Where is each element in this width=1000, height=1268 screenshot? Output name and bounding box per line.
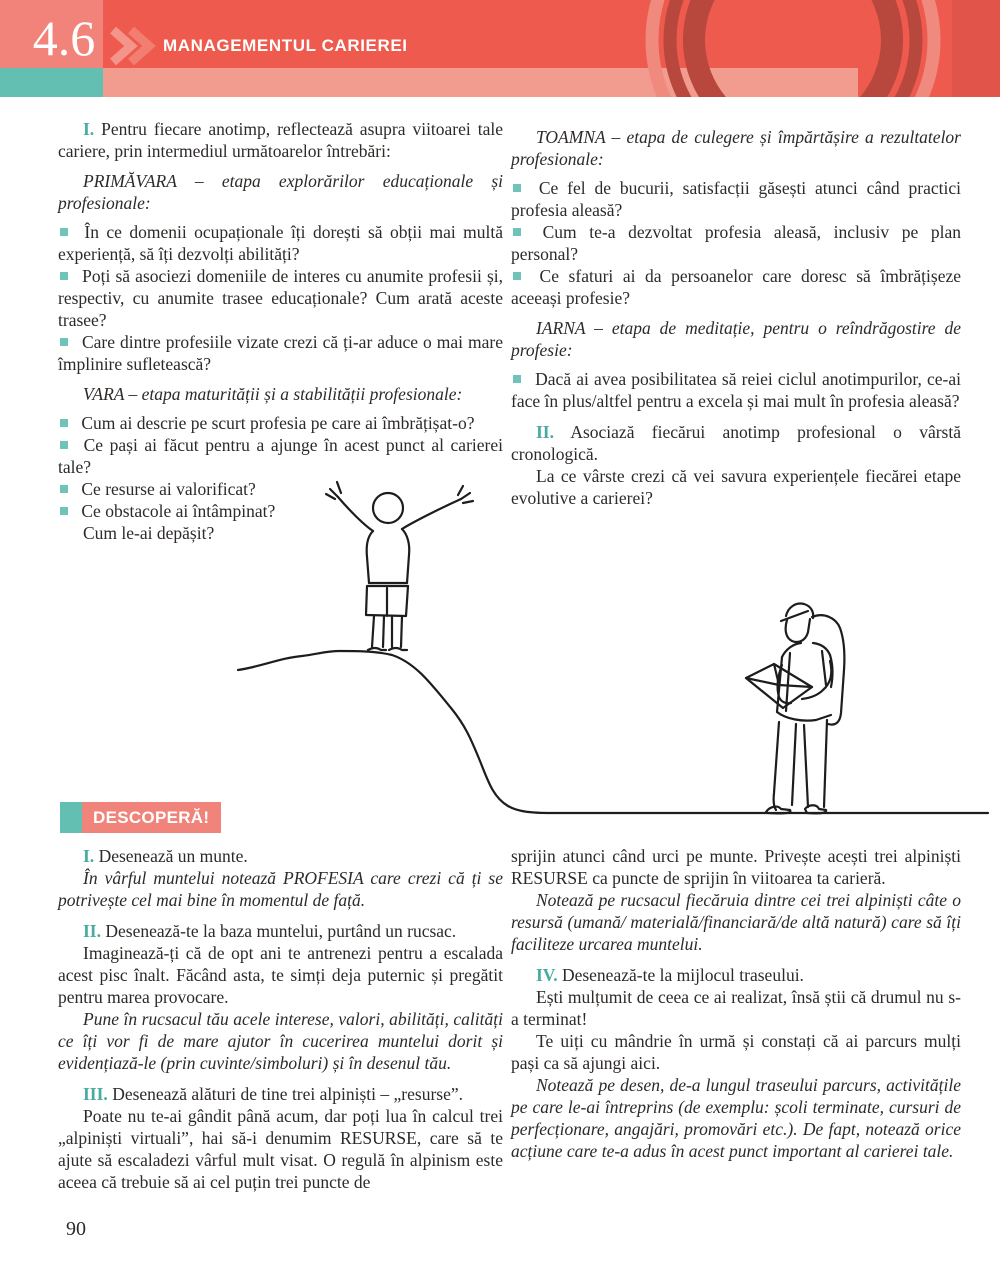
bullet-square-icon bbox=[60, 507, 68, 515]
roman-numeral: II. bbox=[536, 422, 554, 442]
chapter-header bbox=[0, 0, 1000, 97]
bullet-square-icon bbox=[513, 184, 521, 192]
badge-teal-square bbox=[60, 802, 82, 833]
roman-numeral: II. bbox=[83, 921, 101, 941]
bullet-item: Cum te-a dezvoltat profesia aleasă, inclusiv pe plan personal? bbox=[511, 222, 961, 264]
paragraph: IV. Desenează-te la mijlocul traseului. bbox=[536, 965, 804, 985]
paragraph: III. Desenează alături de tine trei alpiniști – „resurse”. bbox=[83, 1084, 463, 1104]
header-decoration bbox=[0, 0, 1000, 97]
bullet-item: Ce sfaturi ai da persoanelor care doresc să îmbrățișeze aceeași profesie? bbox=[511, 266, 961, 308]
paragraph: Pune în rucsacul tău acele interese, valori, abilități, calități ce îți vor fi de mare ajutor în cucerirea muntelui dorit și evidențiază-le (prin cuvinte/simboluri) și în desenul tău. bbox=[58, 1009, 503, 1073]
hill-line bbox=[238, 651, 988, 813]
bullet-item: Ce resurse ai valorificat? bbox=[58, 478, 503, 500]
bullet-square-icon bbox=[60, 228, 68, 236]
column-left-top bbox=[58, 118, 503, 544]
paragraph: Notează pe rucsacul fiecăruia dintre cei trei alpiniști câte o resursă (umană/ materială/financiară/de altă natură) care să îți faciliteze urcarea muntelui. bbox=[511, 890, 961, 954]
paragraph: Te uiți cu mândrie în urmă și constați că ai parcurs mulți pași ca să ajungi aici. bbox=[511, 1031, 961, 1073]
season-heading: TOAMNA – etapa de culegere și împărtășire a rezultatelor profesionale: bbox=[511, 127, 961, 169]
paragraph: Poate nu te-ai gândit până acum, dar poți lua în calcul trei „alpiniști virtuali”, hai să-i denumim RESURSE, care să te ajute să escaladezi vârful mult visat. O regulă în alpinism este aceea că trebuie să ai cel puțin trei puncte de bbox=[58, 1106, 503, 1192]
bullet-square-icon bbox=[60, 272, 68, 280]
paragraph: La ce vârste crezi că vei savura experiențele fiecărei etape evolutive a carierei? bbox=[511, 466, 961, 508]
section-number: 4.6 bbox=[32, 10, 96, 66]
paragraph: II. Desenează-te la baza muntelui, purtând un rucsac. bbox=[83, 921, 457, 941]
bullet-item: Ce fel de bucurii, satisfacții găsești atunci când practici profesia aleasă? bbox=[511, 178, 961, 220]
bullet-item: Dacă ai avea posibilitatea să reiei ciclul anotimpurilor, ce-ai face în plus/altfel pentru a excela și mai mult în profesia aleasă? bbox=[511, 369, 961, 411]
bullet-square-icon bbox=[60, 441, 68, 449]
column-left-bottom bbox=[58, 845, 503, 1193]
season-heading: IARNA – etapa de meditație, pentru o reîndrăgostire de profesie: bbox=[511, 318, 961, 360]
bullet-square-icon bbox=[513, 375, 521, 383]
paragraph: Cum le-ai depășit? bbox=[83, 523, 215, 543]
bullet-square-icon bbox=[60, 338, 68, 346]
bullet-item: Ce obstacole ai întâmpinat? bbox=[58, 500, 503, 522]
roman-numeral: III. bbox=[83, 1084, 108, 1104]
bullet-square-icon bbox=[60, 419, 68, 427]
bullet-item: Poți să asociezi domeniile de interes cu anumite profesii și, respectiv, cu anumite trasee educaționale? Cum arată aceste trasee? bbox=[58, 266, 503, 330]
discover-badge bbox=[60, 802, 221, 833]
roman-numeral: I. bbox=[83, 846, 95, 866]
bullet-square-icon bbox=[60, 485, 68, 493]
page-title: MANAGEMENTUL CARIEREI bbox=[163, 36, 408, 55]
badge-label: DESCOPERĂ! bbox=[82, 802, 221, 833]
column-right-bottom bbox=[511, 845, 961, 1162]
hiker-with-map-drawing bbox=[746, 604, 844, 814]
page-number: 90 bbox=[66, 1218, 86, 1240]
bullet-item: Care dintre profesiile vizate crezi că ți-ar aduce o mai mare împlinire sufletească? bbox=[58, 332, 503, 374]
paragraph: II. Asociază fiecărui anotimp profesional o vârstă cronologică. bbox=[511, 422, 961, 464]
bullet-square-icon bbox=[513, 272, 521, 280]
roman-numeral: IV. bbox=[536, 965, 558, 985]
season-heading: PRIMĂVARA – etapa explorărilor educaționale și profesionale: bbox=[58, 171, 503, 213]
season-heading: VARA – etapa maturității și a stabilității profesionale: bbox=[83, 384, 463, 404]
column-right-top bbox=[511, 118, 961, 509]
paragraph: I. Desenează un munte. bbox=[83, 846, 248, 866]
paragraph: Imaginează-ți că de opt ani te antrenezi pentru a escalada acest pisc înalt. Făcând asta, te simți deja puternic și pregătit pentru marea provocare. bbox=[58, 943, 503, 1007]
paragraph: Notează pe desen, de-a lungul traseului parcurs, activitățile pe care le-ai întreprins (de exemplu: școli terminate, cursuri de perfecționare, angajări, promovări etc.). De fapt, notează orice acțiune care te-a adus în acest punct important al carierei tale. bbox=[511, 1075, 961, 1161]
bullet-item: Ce pași ai făcut pentru a ajunge în acest punct al carierei tale? bbox=[58, 435, 503, 477]
bullet-square-icon bbox=[513, 228, 521, 236]
paragraph: I. Pentru fiecare anotimp, reflectează asupra viitoarei tale cariere, prin intermediul următoarelor întrebări: bbox=[58, 119, 503, 161]
bullet-item: În ce domenii ocupaționale îți dorești să obții mai multă experiență, să îți dezvolți abilități? bbox=[58, 222, 503, 264]
paragraph: sprijin atunci când urci pe munte. Privește acești trei alpiniști RESURSE ca puncte de sprijin în viitoarea ta carieră. bbox=[511, 846, 961, 888]
paragraph: Ești mulțumit de ceea ce ai realizat, însă știi că drumul nu s-a terminat! bbox=[511, 987, 961, 1029]
bullet-item: Cum ai descrie pe scurt profesia pe care ai îmbrățișat-o? bbox=[58, 412, 503, 434]
paragraph: În vârful muntelui notează PROFESIA care crezi că ți se potrivește cel mai bine în momentul de față. bbox=[58, 868, 503, 910]
roman-numeral: I. bbox=[83, 119, 95, 139]
